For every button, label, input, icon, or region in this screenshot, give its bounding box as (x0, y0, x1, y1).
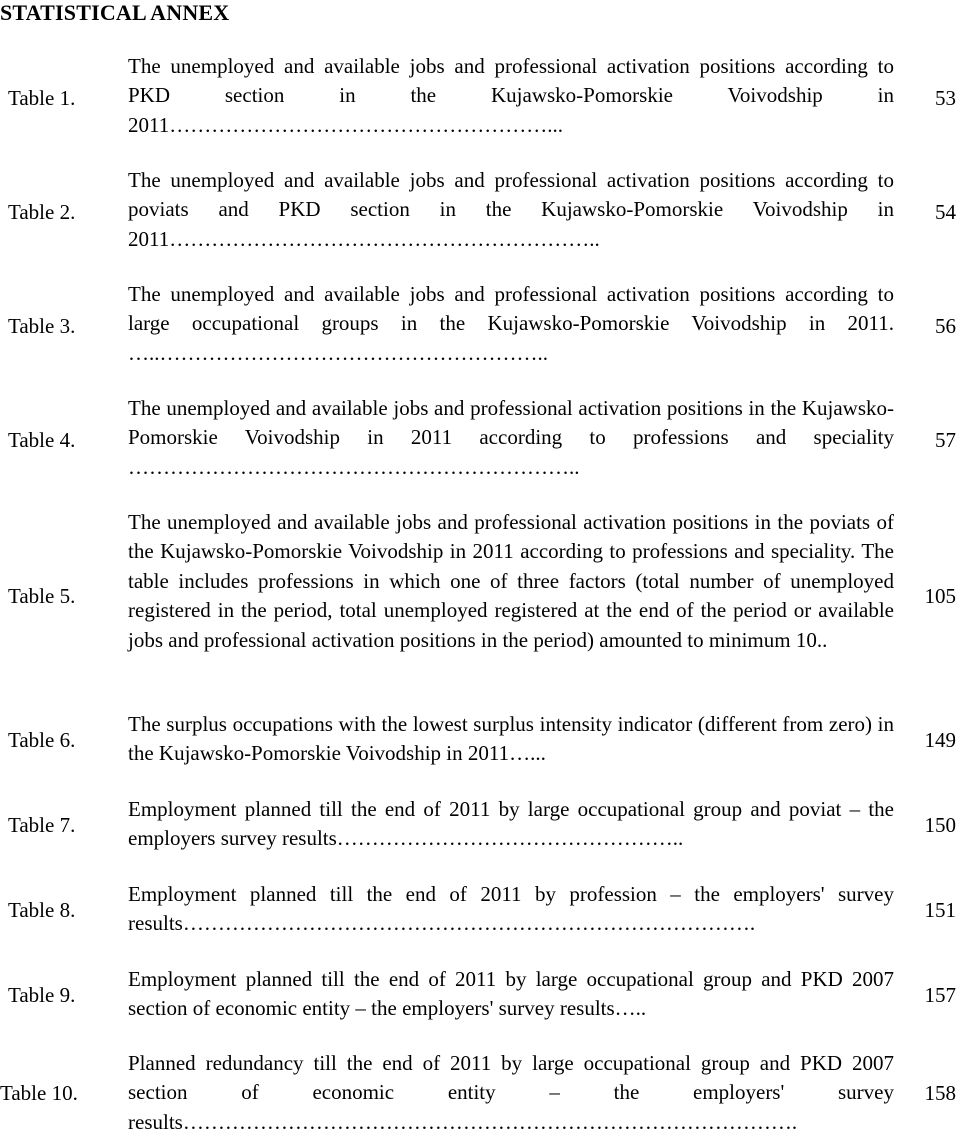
toc-entry-page-number: 57 (935, 428, 956, 452)
toc-entry-label: Table 2. (8, 200, 76, 224)
toc-entry-page-number: 105 (924, 584, 956, 608)
toc-entry-description: The surplus occupations with the lowest surplus intensity indicator (different from zero) in the Kujawsko-Pomorskie Voivodship in 2011…... (128, 712, 894, 766)
toc-entry-page-number: 149 (924, 728, 956, 752)
toc-entry-description: The unemployed and available jobs and professional activation positions in the poviats of the Kujawsko-Pomorskie Voivodship in 2011 according to professions and speciality. The table includes professions in which one of three factors (total number of unemployed registered in the period, total unemployed registered at the end of the period or available jobs and professional activation positions in the period) amounted to minimum 10.. (128, 510, 894, 652)
toc-entry-label: Table 8. (8, 898, 76, 922)
toc-entry-label: Table 4. (8, 428, 76, 452)
toc-entry-description: Planned redundancy till the end of 2011 by large occupational group and PKD 2007 section of economic entity – the employers' survey results……………………………………………………………………………. (128, 1051, 894, 1134)
toc-entry-page-number: 151 (924, 898, 956, 922)
annex-heading: STATISTICAL ANNEX (0, 0, 230, 25)
toc-entry-description: Employment planned till the end of 2011 by profession – the employers' survey results………………………………………………………………………. (128, 882, 894, 936)
toc-entry-page-number: 53 (935, 86, 956, 110)
toc-entry-label: Table 5. (8, 584, 76, 608)
toc-entry-page-number: 56 (935, 314, 956, 338)
toc-entry-label: Table 6. (8, 728, 76, 752)
toc-entry-description: Employment planned till the end of 2011 by large occupational group and PKD 2007 section of economic entity – the employers' survey results….. (128, 967, 894, 1021)
toc-entry-label: Table 9. (8, 983, 76, 1007)
toc-entry-page-number: 158 (924, 1081, 956, 1105)
toc-entry-label: Table 1. (8, 86, 76, 110)
toc-entry-description: The unemployed and available jobs and professional activation positions according to PKD section in the Kujawsko-Pomorskie Voivodship in 2011………………………………………………... (128, 54, 894, 137)
toc-entry-description: Employment planned till the end of 2011 by large occupational group and poviat – the employers survey results………………………………………….. (128, 797, 894, 851)
toc-entry-description: The unemployed and available jobs and professional activation positions according to poviats and PKD section in the Kujawsko-Pomorskie Voivodship in 2011…………………………………………………….. (128, 168, 894, 251)
toc-entry-label: Table 7. (8, 813, 76, 837)
toc-entry-description: The unemployed and available jobs and professional activation positions in the Kujawsko-Pomorskie Voivodship in 2011 according to professions and speciality ……………………………………………………….. (128, 396, 894, 479)
toc-entry-page-number: 157 (924, 983, 956, 1007)
toc-entry-page-number: 150 (924, 813, 956, 837)
toc-entry-description: The unemployed and available jobs and professional activation positions according to large occupational groups in the Kujawsko-Pomorskie Voivodship in 2011. …..……………………………………………….. (128, 282, 894, 365)
toc-entry-page-number: 54 (935, 200, 956, 224)
toc-entry-label: Table 10. (0, 1081, 78, 1105)
toc-entry-label: Table 3. (8, 314, 76, 338)
